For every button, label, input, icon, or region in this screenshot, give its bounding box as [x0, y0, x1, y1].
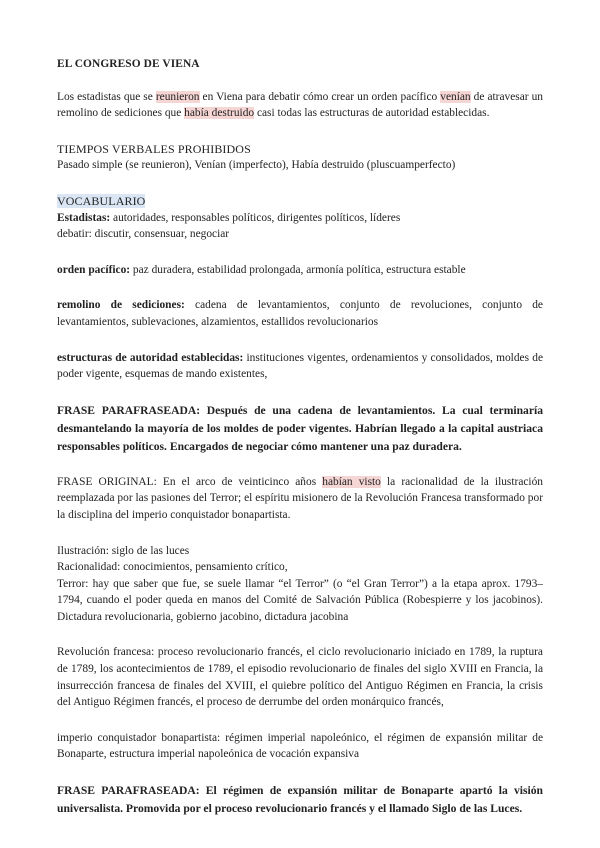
note-revolucion-francesa: Revolución francesa: proceso revolucionario francés, el ciclo revolucionario iniciado en 1789, la ruptura de 1789, los acontecimientos de 1789, el episodio revolucionario de finales del siglo XVIII en Francia, la insurrección francesa de finales del XVIII, el quiebre político del Antiguo Régimen en Francia, la crisis del Antiguo Régimen francés, el proceso de derrumbe del orden monárquico francés, [57, 646, 543, 709]
note-imperio-bonapartista: imperio conquistador bonapartista: régimen imperial napoleónico, el régimen de expansión militar de Bonaparte, estructura imperial napoleónica de vocación expansiva [57, 731, 543, 761]
highlight-verb-reunieron: reunieron [155, 90, 200, 103]
note-terror: Terror: hay que saber que fue, se suele llamar “el Terror” (o “el Gran Terror”) a la etapa aprox. 1793–1794, cuando el poder queda en manos del Comité de Salvación Pública (Robespierre y los jacobinos). Dictadura revolucionaria, gobierno jacobino, dictadura jacobina [57, 577, 543, 623]
vocab-remolino [57, 297, 543, 330]
tiempos-heading: TIEMPOS VERBALES PROHIBIDOS [57, 141, 251, 156]
intro-paragraph [57, 89, 543, 122]
original-text-2: la racionalidad de la ilustración reemplazada por las pasiones del Terror; el espíritu misionero de la Revolución Francesa transformado por la disciplina del imperio conquistador bonapartista. [57, 475, 543, 521]
vocab-def-remolino: cadena de levantamientos, conjunto de revoluciones, conjunto de levantamientos, sublevaciones, alzamientos, estallidos revolucionarios [57, 299, 543, 328]
intro-text-3: de atravesar un remolino de sediciones que [57, 90, 543, 120]
frase-parafraseada-1: FRASE PARAFRASEADA: Después de una cadena de levantamientos. La cual terminaría desmantelando la mayoría de los moldes de poder vigentes. Habrían llegado a la capital austriaca responsables políticos. Encargados de negociar cómo mantener una paz duradera. [57, 403, 543, 453]
intro-text-1: Los estadistas que se [57, 90, 156, 103]
highlight-verb-habia-destruido: había destruido [184, 107, 255, 120]
vocab-term-estructuras: estructuras de autoridad establecidas: [57, 351, 244, 364]
vocab-term-remolino: remolino de sediciones: [57, 299, 185, 312]
tiempos-text: Pasado simple (se reunieron), Venían (imperfecto), Había destruido (pluscuamperfecto) [57, 159, 456, 172]
highlight-verb-venian: venían [440, 90, 471, 103]
vocab-estadistas [57, 210, 543, 227]
vocabulario-heading [57, 193, 543, 210]
vocab-def-orden: paz duradera, estabilidad prolongada, armonía política, estructura estable [130, 263, 466, 276]
vocab-orden-pacifico [57, 262, 543, 279]
frase-original [57, 474, 543, 524]
intro-text-2: en Viena para debatir cómo crear un orden pacífico [199, 90, 441, 103]
intro-text-4: casi todas las estructuras de autoridad establecidas. [254, 107, 490, 120]
vocab-estructuras [57, 350, 543, 383]
original-text-1: FRASE ORIGINAL: En el arco de veinticinco años [57, 475, 323, 488]
frase-parafraseada-2: FRASE PARAFRASEADA: El régimen de expansión militar de Bonaparte apartó la visión universalista. Promovida por el proceso revolucionario francés y el llamado Siglo de las Luces. [57, 784, 543, 816]
vocabulario-heading-label: VOCABULARIO [57, 193, 146, 208]
highlight-verb-habian-visto: habían visto [322, 475, 381, 488]
vocab-term-orden: orden pacífico: [57, 263, 131, 276]
vocab-def-estadistas: autoridades, responsables políticos, dirigentes políticos, líderes [110, 211, 401, 224]
vocab-term-estadistas: Estadistas: [57, 211, 111, 224]
document-title: EL CONGRESO DE VIENA [57, 58, 200, 70]
note-racionalidad: Racionalidad: conocimientos, pensamiento crítico, [57, 561, 288, 574]
vocab-def-estructuras: instituciones vigentes, ordenamientos y consolidados, moldes de poder vigente, esquemas de mando existentes, [57, 351, 543, 381]
note-ilustracion: Ilustración: siglo de las luces [57, 544, 190, 557]
vocab-debatir: debatir: discutir, consensuar, negociar [57, 228, 230, 241]
